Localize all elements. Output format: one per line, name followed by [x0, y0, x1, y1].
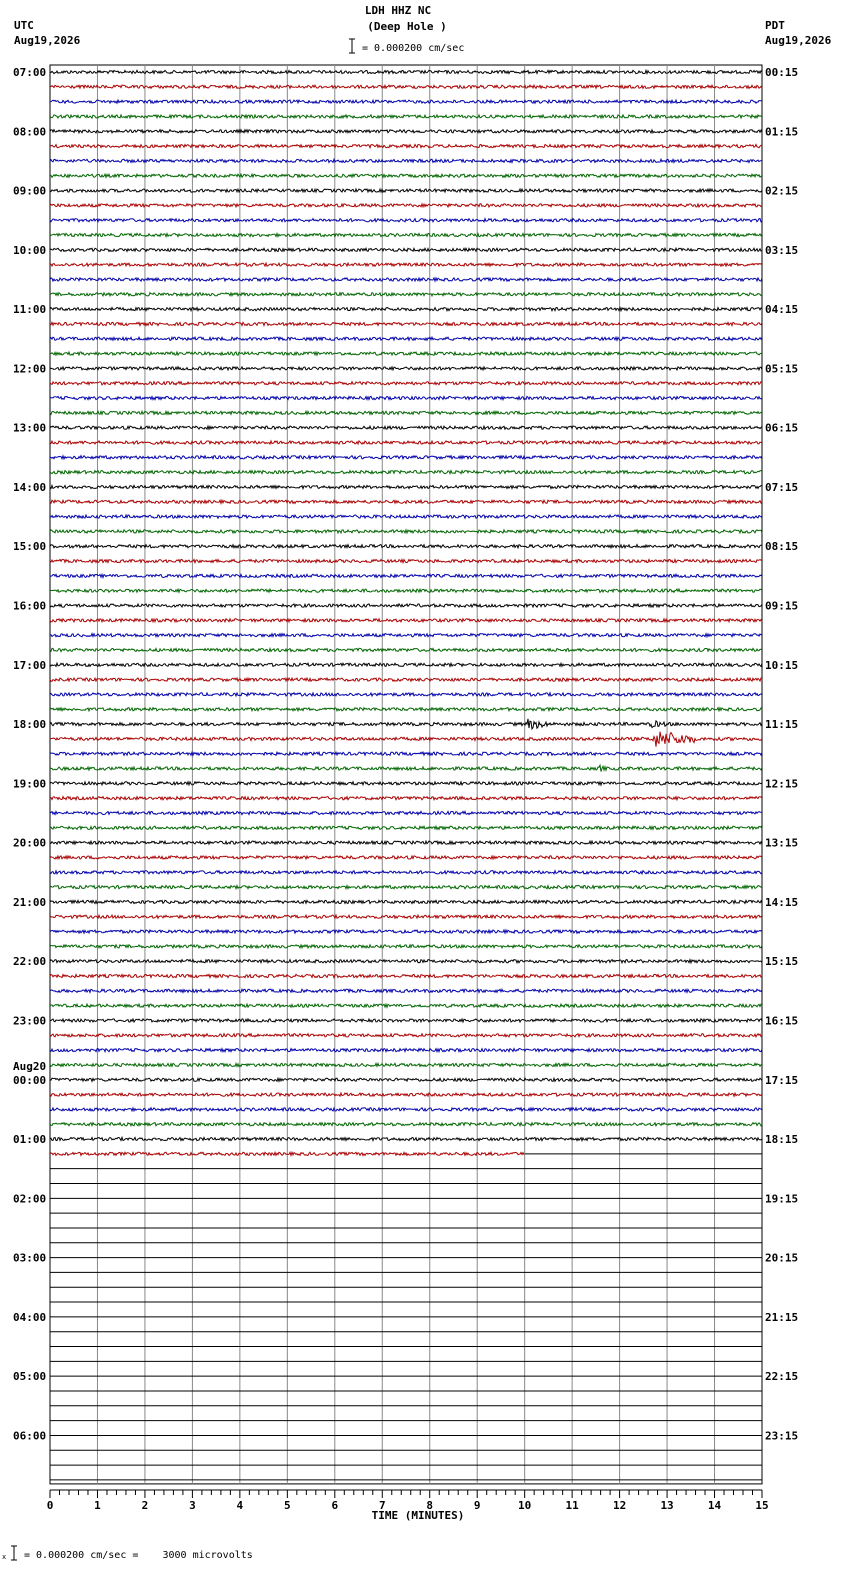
seismic-trace [50, 1004, 762, 1007]
seismic-trace [50, 693, 762, 696]
seismic-trace [50, 263, 762, 266]
utc-hour-label: 17:00 [13, 658, 47, 672]
utc-hour-label: 21:00 [13, 895, 47, 909]
utc-hour-label: 04:00 [13, 1310, 47, 1324]
seismic-trace [50, 130, 762, 133]
utc-hour-label: 14:00 [13, 480, 47, 494]
x-axis-label: TIME (MINUTES) [371, 1509, 465, 1522]
plot-frame [50, 65, 762, 1484]
seismic-trace [50, 411, 762, 414]
seismic-trace [50, 278, 762, 281]
pdt-hour-label: 22:15 [765, 1370, 799, 1384]
seismic-trace [50, 663, 762, 666]
utc-hour-label: 01:00 [13, 1133, 47, 1147]
seismic-trace [50, 293, 762, 296]
utc-hour-label: 15:00 [13, 540, 47, 554]
x-tick-label: 4 [236, 1499, 244, 1512]
seismic-trace [50, 85, 762, 88]
seismic-trace [50, 1019, 762, 1022]
seismic-trace [50, 382, 762, 385]
utc-hour-label: 23:00 [13, 1014, 47, 1028]
seismic-trace [50, 70, 762, 73]
seismic-trace [50, 1108, 762, 1111]
seismic-trace [50, 634, 762, 637]
x-tick-label: 5 [284, 1499, 291, 1512]
pdt-hour-label: 17:15 [765, 1073, 799, 1087]
seismic-trace [50, 589, 762, 592]
scale-label: = 0.000200 cm/sec [362, 43, 465, 54]
seismic-trace [50, 1137, 762, 1140]
utc-hour-label: 05:00 [13, 1370, 47, 1384]
pdt-hour-label: 09:15 [765, 599, 799, 613]
pdt-hour-label: 08:15 [765, 540, 799, 554]
seismic-trace [50, 826, 762, 829]
seismic-trace [50, 189, 762, 192]
utc-hour-label: 11:00 [13, 303, 47, 317]
utc-hour-label: 07:00 [13, 66, 47, 79]
left-zone-label: UTC [14, 19, 34, 32]
seismic-trace [50, 485, 762, 488]
pdt-hour-label: 06:15 [765, 421, 799, 435]
x-tick-label: 12 [612, 1499, 627, 1512]
seismic-trace [50, 1063, 762, 1066]
seismic-trace [50, 619, 762, 622]
seismic-trace [50, 856, 762, 859]
trace-group [50, 70, 762, 1480]
x-tick-label: 9 [473, 1499, 481, 1512]
time-axis [47, 1490, 769, 1522]
seismic-trace [50, 545, 762, 548]
x-tick-label: 0 [46, 1499, 54, 1512]
seismic-trace [50, 765, 762, 771]
utc-hour-label: 10:00 [13, 243, 47, 257]
seismic-trace [50, 515, 762, 518]
seismic-trace [50, 915, 762, 918]
seismic-trace [50, 648, 762, 651]
x-tick-label: 8 [426, 1499, 434, 1512]
seismic-trace [50, 719, 762, 729]
utc-hour-label: 03:00 [13, 1251, 47, 1265]
seismic-trace [50, 100, 762, 103]
seismic-trace [50, 811, 762, 814]
seismic-trace [50, 396, 762, 399]
pdt-hour-label: 05:15 [765, 362, 799, 376]
pdt-hour-label: 10:15 [765, 658, 799, 672]
seismic-trace [50, 1123, 762, 1126]
x-tick-label: 10 [518, 1499, 532, 1512]
seismic-trace [50, 732, 762, 747]
pdt-hour-label: 16:15 [765, 1014, 799, 1028]
seismic-trace [50, 1093, 762, 1096]
footer-scale-note: = 0.000200 cm/sec = 3000 microvolts [24, 1550, 253, 1561]
pdt-hour-label: 02:15 [765, 184, 799, 198]
seismic-trace [50, 974, 762, 977]
pdt-hour-label: 03:15 [765, 243, 799, 257]
x-tick-label: 2 [141, 1499, 149, 1512]
seismic-trace [50, 308, 762, 311]
utc-hour-label: 22:00 [13, 955, 47, 969]
seismic-trace [50, 426, 762, 429]
utc-hour-label: 18:00 [13, 718, 47, 732]
pdt-hour-label: 12:15 [765, 777, 799, 791]
left-date-label: Aug19,2026 [14, 34, 81, 47]
utc-date-label: Aug20 [13, 1059, 47, 1073]
pdt-hour-label: 14:15 [765, 895, 799, 909]
seismic-trace [50, 174, 762, 177]
pdt-hour-label: 04:15 [765, 303, 799, 317]
seismic-trace [50, 678, 762, 681]
footer-marker: x [2, 1553, 7, 1561]
seismic-trace [50, 115, 762, 118]
pdt-hour-label: 15:15 [765, 955, 799, 969]
seismic-trace [50, 219, 762, 222]
x-tick-label: 14 [707, 1499, 722, 1512]
right-zone-label: PDT [765, 19, 785, 32]
seismic-trace [50, 500, 762, 503]
seismic-trace [50, 367, 762, 370]
pdt-hour-label: 23:15 [765, 1429, 799, 1443]
seismic-trace [50, 960, 762, 963]
seismic-trace [50, 604, 762, 607]
pdt-hour-label: 00:15 [765, 66, 799, 79]
seismic-trace [50, 248, 762, 251]
pdt-hour-label: 21:15 [765, 1310, 799, 1324]
pdt-hour-label: 18:15 [765, 1133, 799, 1147]
utc-hour-label: 08:00 [13, 125, 47, 139]
pdt-hour-label: 11:15 [765, 718, 799, 732]
utc-hour-label: 19:00 [13, 777, 47, 791]
seismic-trace [50, 871, 762, 874]
seismic-trace [50, 945, 762, 948]
seismic-trace [50, 1049, 762, 1052]
seismic-trace [50, 530, 762, 533]
seismic-trace [50, 456, 762, 459]
x-tick-label: 13 [660, 1499, 674, 1512]
utc-hour-label: 12:00 [13, 362, 47, 376]
seismic-trace [50, 708, 762, 711]
seismic-trace [50, 322, 762, 325]
pdt-hour-label: 19:15 [765, 1192, 799, 1206]
right-date-label: Aug19,2026 [765, 34, 832, 47]
seismic-trace [50, 782, 762, 785]
utc-hour-label: 16:00 [13, 599, 47, 613]
seismic-trace [50, 352, 762, 355]
seismic-trace [50, 145, 762, 148]
station-title: LDH HHZ NC [364, 4, 432, 17]
time-grid [50, 65, 762, 1484]
seismic-trace [50, 841, 762, 844]
pdt-hour-label: 07:15 [765, 480, 799, 494]
x-tick-label: 7 [378, 1499, 386, 1512]
x-tick-label: 3 [189, 1499, 196, 1512]
pdt-hour-label: 13:15 [765, 836, 799, 850]
seismic-trace [50, 797, 762, 800]
seismic-trace [50, 159, 762, 162]
pdt-hour-label: 20:15 [765, 1251, 799, 1265]
utc-hour-label: 02:00 [13, 1192, 47, 1206]
seismic-trace [50, 204, 762, 207]
seismic-trace [50, 989, 762, 992]
seismic-trace [50, 1034, 762, 1037]
utc-hour-label: 20:00 [13, 836, 47, 850]
utc-hour-label: 09:00 [13, 184, 47, 198]
seismic-trace [50, 930, 762, 933]
seismic-trace [50, 471, 762, 474]
seismic-trace [50, 337, 762, 340]
seismic-trace [50, 752, 762, 755]
x-tick-label: 11 [565, 1499, 579, 1512]
seismic-trace [50, 886, 762, 889]
seismic-trace [50, 441, 762, 444]
pdt-hour-label: 01:15 [765, 125, 799, 139]
utc-hour-label: 06:00 [13, 1429, 47, 1443]
x-tick-label: 1 [94, 1499, 101, 1512]
seismic-trace [50, 900, 762, 903]
x-tick-label: 6 [331, 1499, 339, 1512]
seismic-trace [50, 233, 762, 236]
seismic-trace [50, 560, 762, 563]
seismic-trace [50, 574, 762, 577]
utc-hour-label: 00:00 [13, 1073, 47, 1087]
utc-hour-label: 13:00 [13, 421, 47, 435]
seismic-trace [50, 1078, 762, 1081]
station-subtitle: (Deep Hole ) [367, 20, 447, 33]
x-tick-label: 15 [755, 1499, 769, 1512]
